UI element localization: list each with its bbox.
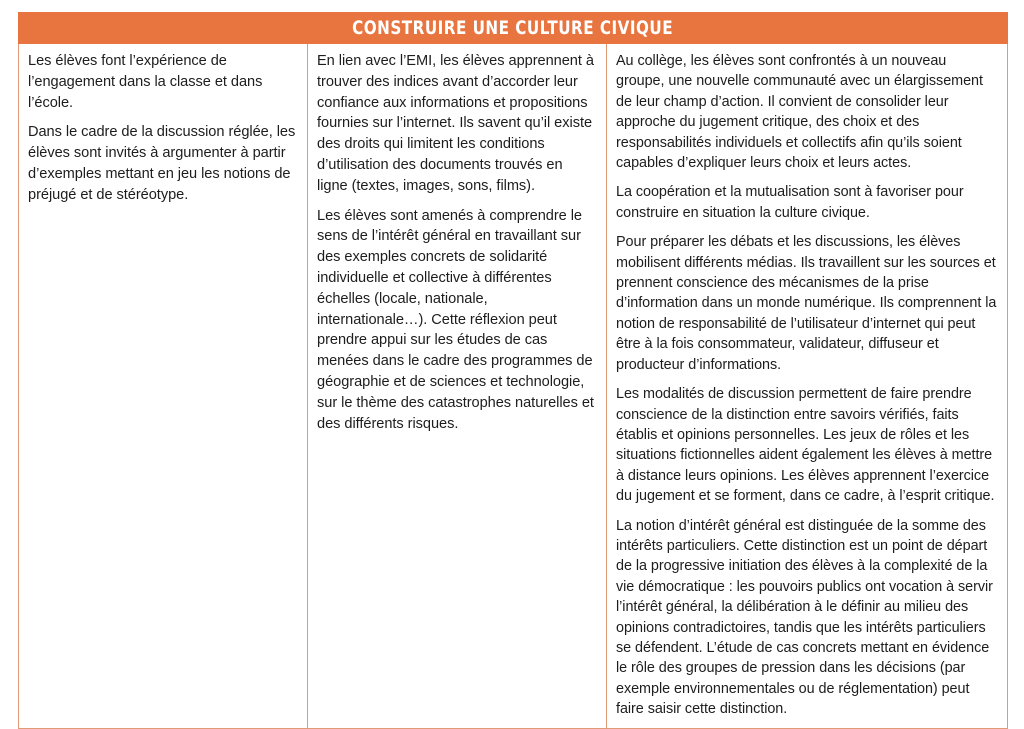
paragraph: En lien avec l’EMI, les élèves apprennent à trouver des indices avant d’accorder leur confiance aux informations et propositions fournies sur l’internet. Ils savent qu’il existe des droits qui limitent les conditions d’utilisation des documents trouvés en ligne (textes, images, sons, films).	[317, 53, 594, 194]
paragraph: Les élèves font l’expérience de l’engagement dans la classe et dans l’école.	[28, 53, 263, 111]
page-title: CONSTRUIRE UNE CULTURE CIVIQUE	[352, 17, 674, 39]
paragraph: Au collège, les élèves sont confrontés à un nouveau groupe, une nouvelle communauté avec un élargissement de leur champ d’action. Il convient de consolider leur approche du jugement critique, des choix et des responsabilités individuels et collectifs afin qu’ils soient capables d’expliquer leurs choix et leurs actes.	[616, 53, 983, 172]
table-body	[18, 44, 1008, 729]
table-cell-column-three	[607, 44, 1007, 728]
table-header-banner	[18, 12, 1008, 44]
paragraph: La notion d’intérêt général est distinguée de la somme des intérêts particuliers. Cette distinction est un point de départ de la progressive initiation des élèves à la complexité de la vie démocratique : les pouvoirs publics ont vocation à servir l’intérêt général, la délibération à le définir au milieu des opinions contradictoires, tandis que les intérêts particuliers se défendent. L’étude de cas concrets mettant en évidence le rôle des groupes de pression dans les décisions (par exemple environnementales ou de réglementation) peut faire saisir cette distinction.	[616, 517, 993, 718]
paragraph: La coopération et la mutualisation sont à favoriser pour construire en situation la culture civique.	[616, 184, 964, 221]
paragraph: Pour préparer les débats et les discussions, les élèves mobilisent différents médias. Ils travaillent sur les sources et prennent conscience des mécanismes de la prise d’information dans un monde numérique. Ils comprennent la notion de responsabilité de l’utilisateur d’internet qui peut être à la fois consommateur, validateur, diffuseur et producteur d’informations.	[616, 234, 997, 373]
paragraph: Les élèves sont amenés à comprendre le sens de l’intérêt général en travaillant sur des exemples concrets de solidarité individuelle et collective à différentes échelles (locale, nationale, internationale…). Cette réflexion peut prendre appui sur les études de cas menées dans le cadre des programmes de géographie et de sciences et technologie, sur le thème des catastrophes naturelles et des différents risques.	[317, 207, 594, 432]
paragraph: Les modalités de discussion permettent de faire prendre conscience de la distinction entre savoirs vérifiés, faits établis et opinions personnelles. Les jeux de rôles et les situations fictionnelles aident également les élèves à mettre à distance leurs opinions. Les élèves apprennent l’exercice du jugement et se forment, dans ce cadre, à l’esprit critique.	[616, 386, 995, 505]
table-cell-column-two	[308, 44, 607, 728]
table-cell-column-one	[19, 44, 308, 728]
paragraph: Dans le cadre de la discussion réglée, les élèves sont invités à argumenter à partir d’exemples mettant en jeu les notions de préjugé et de stéréotype.	[28, 124, 296, 203]
culture-civique-table	[18, 12, 1008, 729]
